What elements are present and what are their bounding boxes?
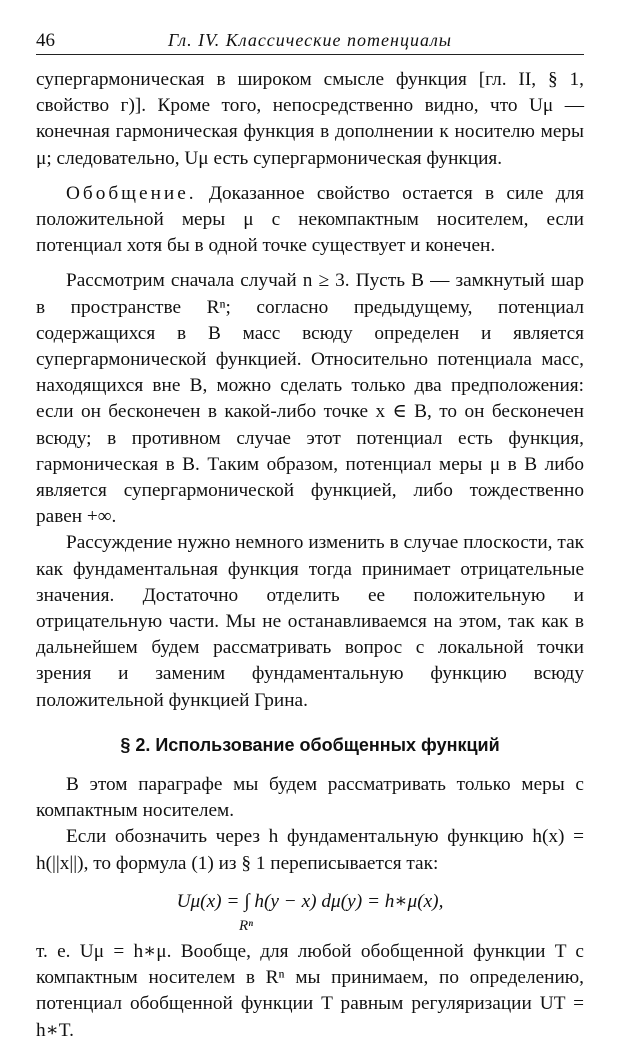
page-number: 46 [36,30,55,51]
paragraph-7: т. е. Uμ = h∗μ. Вообще, для любой обобщенной функции T с компактным носителем в Rⁿ мы принимаем, по определению, потенциал обобщенной функции T равным регуляризации UT = h∗T. [36,940,584,1041]
running-title: Гл. IV. Классические потенциалы [168,30,452,50]
paragraph-3: Рассмотрим сначала случай n ≥ 3. Пусть B — замкнутый шар в пространстве Rⁿ; согласно предыдущему, потенциал содержащихся в B масс всюду определен и является супергармонической функцией. Относительно потенциала масс, находящихся вне B, можно сделать только два предположения: если он бесконечен в какой-либо точке x ∈ B, то он бесконечен всюду; в противном случае этот потенциал есть функция, гармоническая в B. Таким образом, потенциал меры μ в B либо является супергармонической функцией, либо тождественно равен +∞. [36,270,584,528]
display-formula [36,887,584,935]
formula-main: Uμ(x) = ∫ h(y − x) dμ(y) = h∗μ(x), [176,890,444,912]
paragraph-6: Если обозначить через h фундаментальную функцию h(x) = h(||x||), то формула (1) из § 1 переписывается так: [36,826,584,874]
generalization-text: Доказанное свойство остается в силе для положительной меры μ с некомпактным носителем, если потенциал хотя бы в одной точке существует и конечен. [36,182,584,257]
paragraph-5: В этом параграфе мы будем рассматривать только меры с компактным носителем. [36,774,584,822]
paragraph-1: супергармоническая в широком смысле функция [гл. II, § 1, свойство г)]. Кроме того, непосредственно видно, что Uμ — конечная гармоническая функция в дополнении к носителю меры μ; следовательно, Uμ есть супергармоническая функция. [36,69,584,169]
paragraph-2 [36,181,584,260]
paragraph-4: Рассуждение нужно немного изменить в случае плоскости, так как фундаментальная функция тогда принимает отрицательные значения. Достаточно отделить ее положительную и отрицательную части. Мы не останавливаемся на этом, так как в дальнейшем будем рассматривать вопрос с локальной точки зрения и заменим фундаментальную функцию всюду положительной функцией Грина. [36,532,584,711]
body-text [36,67,584,1044]
formula-integration-domain: Rⁿ [239,917,253,934]
section-title: § 2. Использование обобщенных функций [120,734,500,755]
page [36,28,584,1044]
running-header [36,28,584,55]
generalization-lead: Обобщение. [66,182,197,204]
